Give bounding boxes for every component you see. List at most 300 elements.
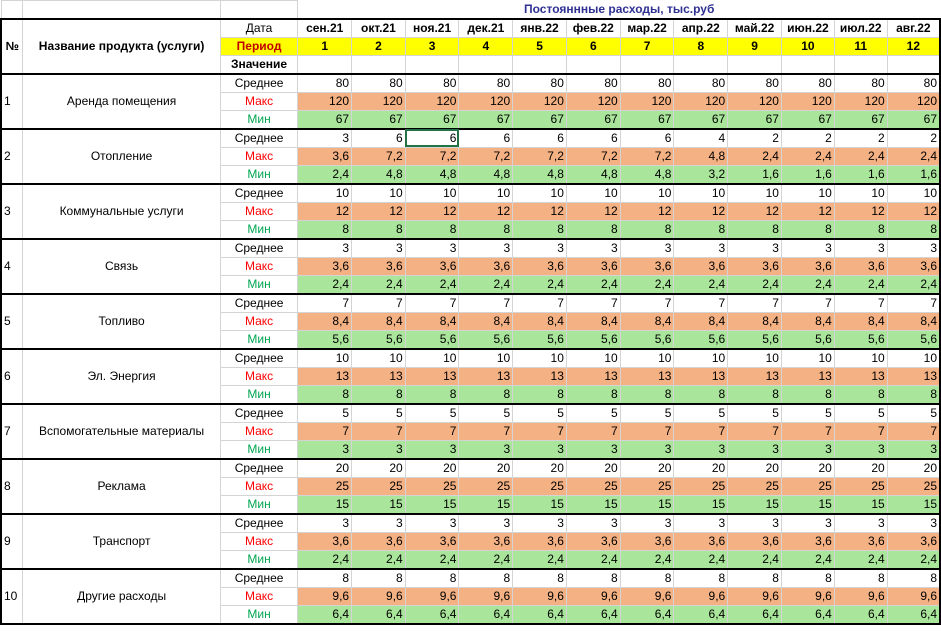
- value-cell[interactable]: 3: [405, 239, 459, 258]
- value-cell[interactable]: 25: [674, 477, 728, 495]
- value-cell[interactable]: 6,4: [781, 605, 834, 624]
- value-cell[interactable]: 12: [513, 202, 567, 220]
- value-cell[interactable]: 9,6: [566, 587, 620, 605]
- value-cell[interactable]: 7: [781, 422, 834, 440]
- value-cell[interactable]: 12: [566, 202, 620, 220]
- value-cell[interactable]: 8: [834, 220, 887, 239]
- value-cell[interactable]: 10: [513, 349, 567, 368]
- value-cell[interactable]: 3,6: [834, 257, 887, 275]
- value-cell[interactable]: 7: [887, 294, 940, 313]
- value-cell[interactable]: 7: [405, 294, 459, 313]
- value-cell[interactable]: 120: [566, 92, 620, 110]
- value-type-avg[interactable]: Среднее: [220, 239, 298, 258]
- value-cell[interactable]: 15: [405, 495, 459, 514]
- value-cell[interactable]: 25: [298, 477, 352, 495]
- value-cell[interactable]: 7: [566, 294, 620, 313]
- value-cell[interactable]: 8: [405, 385, 459, 404]
- month-header[interactable]: дек.21: [459, 19, 513, 38]
- value-cell[interactable]: 10: [298, 184, 352, 203]
- value-cell[interactable]: 13: [834, 367, 887, 385]
- value-cell[interactable]: 2,4: [405, 275, 459, 294]
- value-cell[interactable]: 3: [728, 514, 782, 533]
- value-cell[interactable]: 2,4: [513, 550, 567, 569]
- value-cell[interactable]: 67: [781, 110, 834, 129]
- value-cell[interactable]: 5,6: [566, 330, 620, 349]
- value-cell[interactable]: 10: [887, 349, 940, 368]
- value-cell[interactable]: 5,6: [887, 330, 940, 349]
- value-cell[interactable]: 13: [405, 367, 459, 385]
- month-header[interactable]: сен.21: [298, 19, 352, 38]
- value-cell[interactable]: 5,6: [781, 330, 834, 349]
- value-cell[interactable]: 3,6: [620, 257, 674, 275]
- value-type-avg[interactable]: Среднее: [220, 459, 298, 478]
- value-cell[interactable]: 2,4: [566, 550, 620, 569]
- value-cell[interactable]: 8: [781, 220, 834, 239]
- value-cell[interactable]: 5: [674, 404, 728, 423]
- value-cell[interactable]: 4: [674, 129, 728, 148]
- value-cell[interactable]: 4,8: [352, 165, 406, 184]
- value-cell[interactable]: 12: [459, 202, 513, 220]
- value-cell[interactable]: 67: [459, 110, 513, 129]
- period-number[interactable]: 9: [728, 37, 782, 55]
- value-type-min[interactable]: Мин: [220, 330, 298, 349]
- value-cell[interactable]: 9,6: [834, 587, 887, 605]
- value-cell[interactable]: 3: [834, 514, 887, 533]
- value-cell[interactable]: 8: [513, 569, 567, 588]
- value-cell[interactable]: 3,6: [405, 532, 459, 550]
- value-type-max[interactable]: Макс: [220, 422, 298, 440]
- value-cell[interactable]: 9,6: [459, 587, 513, 605]
- value-cell[interactable]: 12: [728, 202, 782, 220]
- period-number[interactable]: 11: [834, 37, 887, 55]
- value-cell[interactable]: 2,4: [298, 165, 352, 184]
- value-cell[interactable]: 6,4: [513, 605, 567, 624]
- value-cell[interactable]: 3: [781, 440, 834, 459]
- value-cell[interactable]: 120: [674, 92, 728, 110]
- value-cell[interactable]: 7: [298, 294, 352, 313]
- value-cell[interactable]: 3: [566, 239, 620, 258]
- value-cell[interactable]: 80: [352, 74, 406, 93]
- value-cell[interactable]: 2,4: [459, 275, 513, 294]
- value-cell[interactable]: 2,4: [459, 550, 513, 569]
- value-cell[interactable]: 2,4: [298, 275, 352, 294]
- product-name[interactable]: Связь: [23, 239, 220, 294]
- value-cell[interactable]: 15: [834, 495, 887, 514]
- period-number[interactable]: 3: [405, 37, 459, 55]
- value-type-min[interactable]: Мин: [220, 110, 298, 129]
- value-cell[interactable]: 8: [674, 220, 728, 239]
- value-cell[interactable]: 3,6: [298, 147, 352, 165]
- period-number[interactable]: 4: [459, 37, 513, 55]
- product-number[interactable]: 10: [1, 569, 23, 624]
- value-cell[interactable]: 1,6: [728, 165, 782, 184]
- value-cell[interactable]: 2,4: [405, 550, 459, 569]
- value-cell[interactable]: 2,4: [566, 275, 620, 294]
- value-cell[interactable]: 5: [566, 404, 620, 423]
- value-cell[interactable]: 3: [887, 514, 940, 533]
- value-cell[interactable]: 12: [834, 202, 887, 220]
- value-cell[interactable]: 8: [728, 569, 782, 588]
- value-cell[interactable]: 7: [352, 422, 406, 440]
- value-cell[interactable]: 3: [728, 239, 782, 258]
- value-cell[interactable]: 12: [674, 202, 728, 220]
- value-cell[interactable]: 2,4: [728, 275, 782, 294]
- value-cell[interactable]: 3,6: [459, 257, 513, 275]
- value-cell[interactable]: 8: [674, 569, 728, 588]
- cell[interactable]: [781, 55, 834, 74]
- value-cell[interactable]: 10: [781, 349, 834, 368]
- value-cell[interactable]: 3: [887, 440, 940, 459]
- date-label[interactable]: Дата: [220, 19, 298, 38]
- value-cell[interactable]: 9,6: [728, 587, 782, 605]
- value-cell[interactable]: 120: [459, 92, 513, 110]
- value-type-max[interactable]: Макс: [220, 587, 298, 605]
- value-cell[interactable]: 13: [620, 367, 674, 385]
- value-cell[interactable]: 80: [887, 74, 940, 93]
- value-cell[interactable]: 7: [405, 422, 459, 440]
- value-cell[interactable]: 3: [352, 239, 406, 258]
- value-cell[interactable]: 7: [513, 422, 567, 440]
- value-cell[interactable]: 20: [620, 459, 674, 478]
- value-cell[interactable]: 80: [781, 74, 834, 93]
- value-cell[interactable]: 5: [405, 404, 459, 423]
- value-cell[interactable]: 3,6: [405, 257, 459, 275]
- value-cell[interactable]: 7: [459, 422, 513, 440]
- value-cell[interactable]: 8: [405, 220, 459, 239]
- value-cell[interactable]: 5: [459, 404, 513, 423]
- value-cell[interactable]: 3,6: [674, 257, 728, 275]
- value-cell[interactable]: 80: [298, 74, 352, 93]
- value-cell[interactable]: 80: [459, 74, 513, 93]
- value-cell[interactable]: 10: [728, 349, 782, 368]
- value-cell[interactable]: 8: [620, 569, 674, 588]
- value-cell[interactable]: 6,4: [405, 605, 459, 624]
- cell[interactable]: [1, 1, 23, 19]
- value-cell[interactable]: 8,4: [352, 312, 406, 330]
- value-type-min[interactable]: Мин: [220, 440, 298, 459]
- value-cell[interactable]: 10: [566, 349, 620, 368]
- value-cell[interactable]: 3,6: [781, 532, 834, 550]
- value-cell[interactable]: 7,2: [459, 147, 513, 165]
- value-type-min[interactable]: Мин: [220, 165, 298, 184]
- value-cell[interactable]: 5: [728, 404, 782, 423]
- product-name[interactable]: Аренда помещения: [23, 74, 220, 129]
- value-cell[interactable]: 2,4: [728, 147, 782, 165]
- value-cell[interactable]: 7: [781, 294, 834, 313]
- value-cell[interactable]: 3,6: [352, 532, 406, 550]
- value-cell[interactable]: 8: [298, 220, 352, 239]
- month-header[interactable]: ноя.21: [405, 19, 459, 38]
- value-cell[interactable]: 3: [405, 514, 459, 533]
- value-cell[interactable]: 3,6: [566, 257, 620, 275]
- value-cell[interactable]: 10: [405, 184, 459, 203]
- cell[interactable]: [352, 55, 406, 74]
- value-cell[interactable]: 20: [566, 459, 620, 478]
- value-cell[interactable]: 8,4: [620, 312, 674, 330]
- period-label[interactable]: Период: [220, 37, 298, 55]
- value-cell[interactable]: 8: [887, 385, 940, 404]
- value-cell[interactable]: 8,4: [298, 312, 352, 330]
- value-cell[interactable]: 67: [298, 110, 352, 129]
- product-number[interactable]: 7: [1, 404, 23, 459]
- value-cell[interactable]: 15: [513, 495, 567, 514]
- product-name[interactable]: Эл. Энергия: [23, 349, 220, 404]
- value-cell[interactable]: 15: [781, 495, 834, 514]
- value-cell[interactable]: 13: [298, 367, 352, 385]
- value-cell[interactable]: 8,4: [459, 312, 513, 330]
- product-name[interactable]: Другие расходы: [23, 569, 220, 624]
- value-cell[interactable]: 67: [728, 110, 782, 129]
- value-cell[interactable]: 5,6: [298, 330, 352, 349]
- value-cell[interactable]: 8,4: [728, 312, 782, 330]
- value-cell[interactable]: 8: [405, 569, 459, 588]
- value-cell[interactable]: 25: [459, 477, 513, 495]
- value-cell[interactable]: 4,8: [566, 165, 620, 184]
- product-number[interactable]: 1: [1, 74, 23, 129]
- value-cell[interactable]: 8: [781, 385, 834, 404]
- period-number[interactable]: 12: [887, 37, 940, 55]
- value-cell[interactable]: 25: [566, 477, 620, 495]
- value-cell[interactable]: 3: [781, 514, 834, 533]
- value-cell[interactable]: 10: [405, 349, 459, 368]
- value-cell[interactable]: 13: [887, 367, 940, 385]
- value-label[interactable]: Значение: [220, 55, 298, 74]
- value-cell[interactable]: 3,6: [834, 532, 887, 550]
- value-cell[interactable]: 2,4: [674, 550, 728, 569]
- value-type-max[interactable]: Макс: [220, 257, 298, 275]
- value-cell[interactable]: 3,6: [887, 257, 940, 275]
- value-cell[interactable]: 15: [566, 495, 620, 514]
- value-type-max[interactable]: Макс: [220, 147, 298, 165]
- value-cell[interactable]: 7: [298, 422, 352, 440]
- product-name[interactable]: Топливо: [23, 294, 220, 349]
- value-cell[interactable]: 9,6: [674, 587, 728, 605]
- value-cell[interactable]: 12: [405, 202, 459, 220]
- value-cell[interactable]: 7: [674, 294, 728, 313]
- value-cell[interactable]: 8,4: [834, 312, 887, 330]
- cell[interactable]: [834, 55, 887, 74]
- product-number[interactable]: 8: [1, 459, 23, 514]
- value-cell[interactable]: 3: [674, 514, 728, 533]
- value-cell[interactable]: 5,6: [405, 330, 459, 349]
- value-cell[interactable]: 7: [834, 294, 887, 313]
- value-cell[interactable]: 80: [834, 74, 887, 93]
- value-cell[interactable]: 80: [620, 74, 674, 93]
- value-cell[interactable]: 67: [620, 110, 674, 129]
- value-cell[interactable]: 3: [566, 514, 620, 533]
- value-cell[interactable]: 6,4: [620, 605, 674, 624]
- value-cell[interactable]: 3: [513, 514, 567, 533]
- value-cell[interactable]: 9,6: [620, 587, 674, 605]
- value-cell[interactable]: 7: [459, 294, 513, 313]
- value-cell[interactable]: 120: [728, 92, 782, 110]
- value-cell[interactable]: 3,6: [728, 532, 782, 550]
- value-cell[interactable]: 5: [298, 404, 352, 423]
- value-cell[interactable]: 8: [887, 569, 940, 588]
- product-number[interactable]: 6: [1, 349, 23, 404]
- value-type-min[interactable]: Мин: [220, 275, 298, 294]
- value-cell[interactable]: 20: [352, 459, 406, 478]
- value-cell[interactable]: 12: [352, 202, 406, 220]
- cell[interactable]: [298, 55, 352, 74]
- value-cell[interactable]: 3,6: [352, 257, 406, 275]
- product-name[interactable]: Транспорт: [23, 514, 220, 569]
- value-cell[interactable]: 10: [674, 184, 728, 203]
- value-cell[interactable]: 3,6: [459, 532, 513, 550]
- value-cell[interactable]: 2,4: [781, 275, 834, 294]
- value-cell[interactable]: 3: [298, 239, 352, 258]
- value-cell[interactable]: 8: [887, 220, 940, 239]
- value-cell[interactable]: 6,4: [887, 605, 940, 624]
- value-cell[interactable]: 15: [459, 495, 513, 514]
- value-cell[interactable]: 2,4: [781, 550, 834, 569]
- value-cell[interactable]: 10: [674, 349, 728, 368]
- value-cell[interactable]: 8: [566, 220, 620, 239]
- value-cell[interactable]: 3,6: [298, 532, 352, 550]
- value-cell[interactable]: 10: [459, 184, 513, 203]
- value-type-avg[interactable]: Среднее: [220, 184, 298, 203]
- value-cell[interactable]: 15: [352, 495, 406, 514]
- period-number[interactable]: 6: [566, 37, 620, 55]
- value-type-avg[interactable]: Среднее: [220, 569, 298, 588]
- value-cell[interactable]: 6: [459, 129, 513, 148]
- value-cell[interactable]: 20: [834, 459, 887, 478]
- value-cell[interactable]: 8: [728, 220, 782, 239]
- value-cell[interactable]: 6: [566, 129, 620, 148]
- value-cell[interactable]: 3: [834, 440, 887, 459]
- value-cell[interactable]: 9,6: [298, 587, 352, 605]
- value-type-max[interactable]: Макс: [220, 477, 298, 495]
- value-cell[interactable]: 3,6: [728, 257, 782, 275]
- value-cell[interactable]: 12: [298, 202, 352, 220]
- value-cell[interactable]: 2,4: [834, 147, 887, 165]
- value-cell[interactable]: 2,4: [887, 275, 940, 294]
- value-cell[interactable]: 8,4: [781, 312, 834, 330]
- value-cell[interactable]: 15: [728, 495, 782, 514]
- value-cell[interactable]: 10: [834, 184, 887, 203]
- value-cell[interactable]: 10: [620, 349, 674, 368]
- value-cell[interactable]: 20: [405, 459, 459, 478]
- period-number[interactable]: 2: [352, 37, 406, 55]
- value-cell[interactable]: 67: [674, 110, 728, 129]
- value-cell[interactable]: 7,2: [352, 147, 406, 165]
- product-number[interactable]: 4: [1, 239, 23, 294]
- value-cell[interactable]: 2: [728, 129, 782, 148]
- value-cell[interactable]: 6,4: [298, 605, 352, 624]
- period-number[interactable]: 5: [513, 37, 567, 55]
- value-cell[interactable]: 6,4: [834, 605, 887, 624]
- value-cell[interactable]: 15: [674, 495, 728, 514]
- value-cell[interactable]: 7,2: [513, 147, 567, 165]
- cell[interactable]: [459, 55, 513, 74]
- value-cell[interactable]: 80: [566, 74, 620, 93]
- month-header[interactable]: июл.22: [834, 19, 887, 38]
- value-cell[interactable]: 25: [887, 477, 940, 495]
- value-cell[interactable]: 25: [405, 477, 459, 495]
- value-cell[interactable]: 3: [620, 440, 674, 459]
- value-cell[interactable]: 2,4: [834, 550, 887, 569]
- value-cell[interactable]: 67: [405, 110, 459, 129]
- value-cell[interactable]: 80: [674, 74, 728, 93]
- value-cell[interactable]: 1,6: [834, 165, 887, 184]
- value-cell[interactable]: 9,6: [781, 587, 834, 605]
- value-cell[interactable]: 10: [566, 184, 620, 203]
- value-cell[interactable]: 6,4: [352, 605, 406, 624]
- value-cell[interactable]: 8: [566, 569, 620, 588]
- value-cell[interactable]: 8,4: [566, 312, 620, 330]
- month-header[interactable]: окт.21: [352, 19, 406, 38]
- value-cell[interactable]: 67: [513, 110, 567, 129]
- value-cell[interactable]: 2,4: [781, 147, 834, 165]
- cell[interactable]: [620, 55, 674, 74]
- value-type-avg[interactable]: Среднее: [220, 74, 298, 93]
- value-cell[interactable]: 13: [352, 367, 406, 385]
- value-cell[interactable]: 67: [834, 110, 887, 129]
- period-number[interactable]: 10: [781, 37, 834, 55]
- value-cell[interactable]: 2,4: [298, 550, 352, 569]
- value-cell[interactable]: 3: [459, 514, 513, 533]
- value-cell[interactable]: 6,4: [728, 605, 782, 624]
- value-cell[interactable]: 8: [566, 385, 620, 404]
- value-cell[interactable]: 80: [513, 74, 567, 93]
- value-cell[interactable]: 8: [459, 569, 513, 588]
- value-type-avg[interactable]: Среднее: [220, 129, 298, 148]
- value-cell[interactable]: 8: [459, 385, 513, 404]
- value-cell[interactable]: 7,2: [620, 147, 674, 165]
- value-cell[interactable]: 6: [620, 129, 674, 148]
- value-cell[interactable]: 2,4: [674, 275, 728, 294]
- value-cell[interactable]: 7: [566, 422, 620, 440]
- value-type-min[interactable]: Мин: [220, 220, 298, 239]
- value-cell[interactable]: 3,6: [298, 257, 352, 275]
- value-cell[interactable]: 2,4: [728, 550, 782, 569]
- value-cell[interactable]: 120: [513, 92, 567, 110]
- value-cell[interactable]: 12: [781, 202, 834, 220]
- value-cell[interactable]: 3,6: [620, 532, 674, 550]
- cell[interactable]: [674, 55, 728, 74]
- value-cell[interactable]: 5,6: [834, 330, 887, 349]
- value-cell[interactable]: 5,6: [513, 330, 567, 349]
- value-cell[interactable]: 7: [887, 422, 940, 440]
- value-cell[interactable]: 8,4: [405, 312, 459, 330]
- value-cell[interactable]: 3,6: [513, 257, 567, 275]
- value-cell[interactable]: 3: [352, 440, 406, 459]
- value-cell[interactable]: 9,6: [513, 587, 567, 605]
- cell[interactable]: [513, 55, 567, 74]
- value-type-avg[interactable]: Среднее: [220, 349, 298, 368]
- value-cell[interactable]: 120: [887, 92, 940, 110]
- value-cell[interactable]: 4,8: [459, 165, 513, 184]
- value-cell[interactable]: 6,4: [674, 605, 728, 624]
- value-cell[interactable]: 3: [781, 239, 834, 258]
- value-cell[interactable]: 7: [620, 294, 674, 313]
- value-cell[interactable]: 5,6: [352, 330, 406, 349]
- value-cell[interactable]: 2,4: [352, 275, 406, 294]
- month-header[interactable]: фев.22: [566, 19, 620, 38]
- value-cell[interactable]: 25: [728, 477, 782, 495]
- value-cell[interactable]: 8: [620, 385, 674, 404]
- value-cell[interactable]: 3: [513, 440, 567, 459]
- value-cell[interactable]: 20: [674, 459, 728, 478]
- value-cell[interactable]: 120: [352, 92, 406, 110]
- value-cell[interactable]: 5,6: [728, 330, 782, 349]
- value-cell[interactable]: 8: [620, 220, 674, 239]
- value-cell[interactable]: 10: [781, 184, 834, 203]
- value-cell[interactable]: 7: [834, 422, 887, 440]
- value-cell[interactable]: 80: [405, 74, 459, 93]
- value-cell[interactable]: 5: [513, 404, 567, 423]
- cell[interactable]: [566, 55, 620, 74]
